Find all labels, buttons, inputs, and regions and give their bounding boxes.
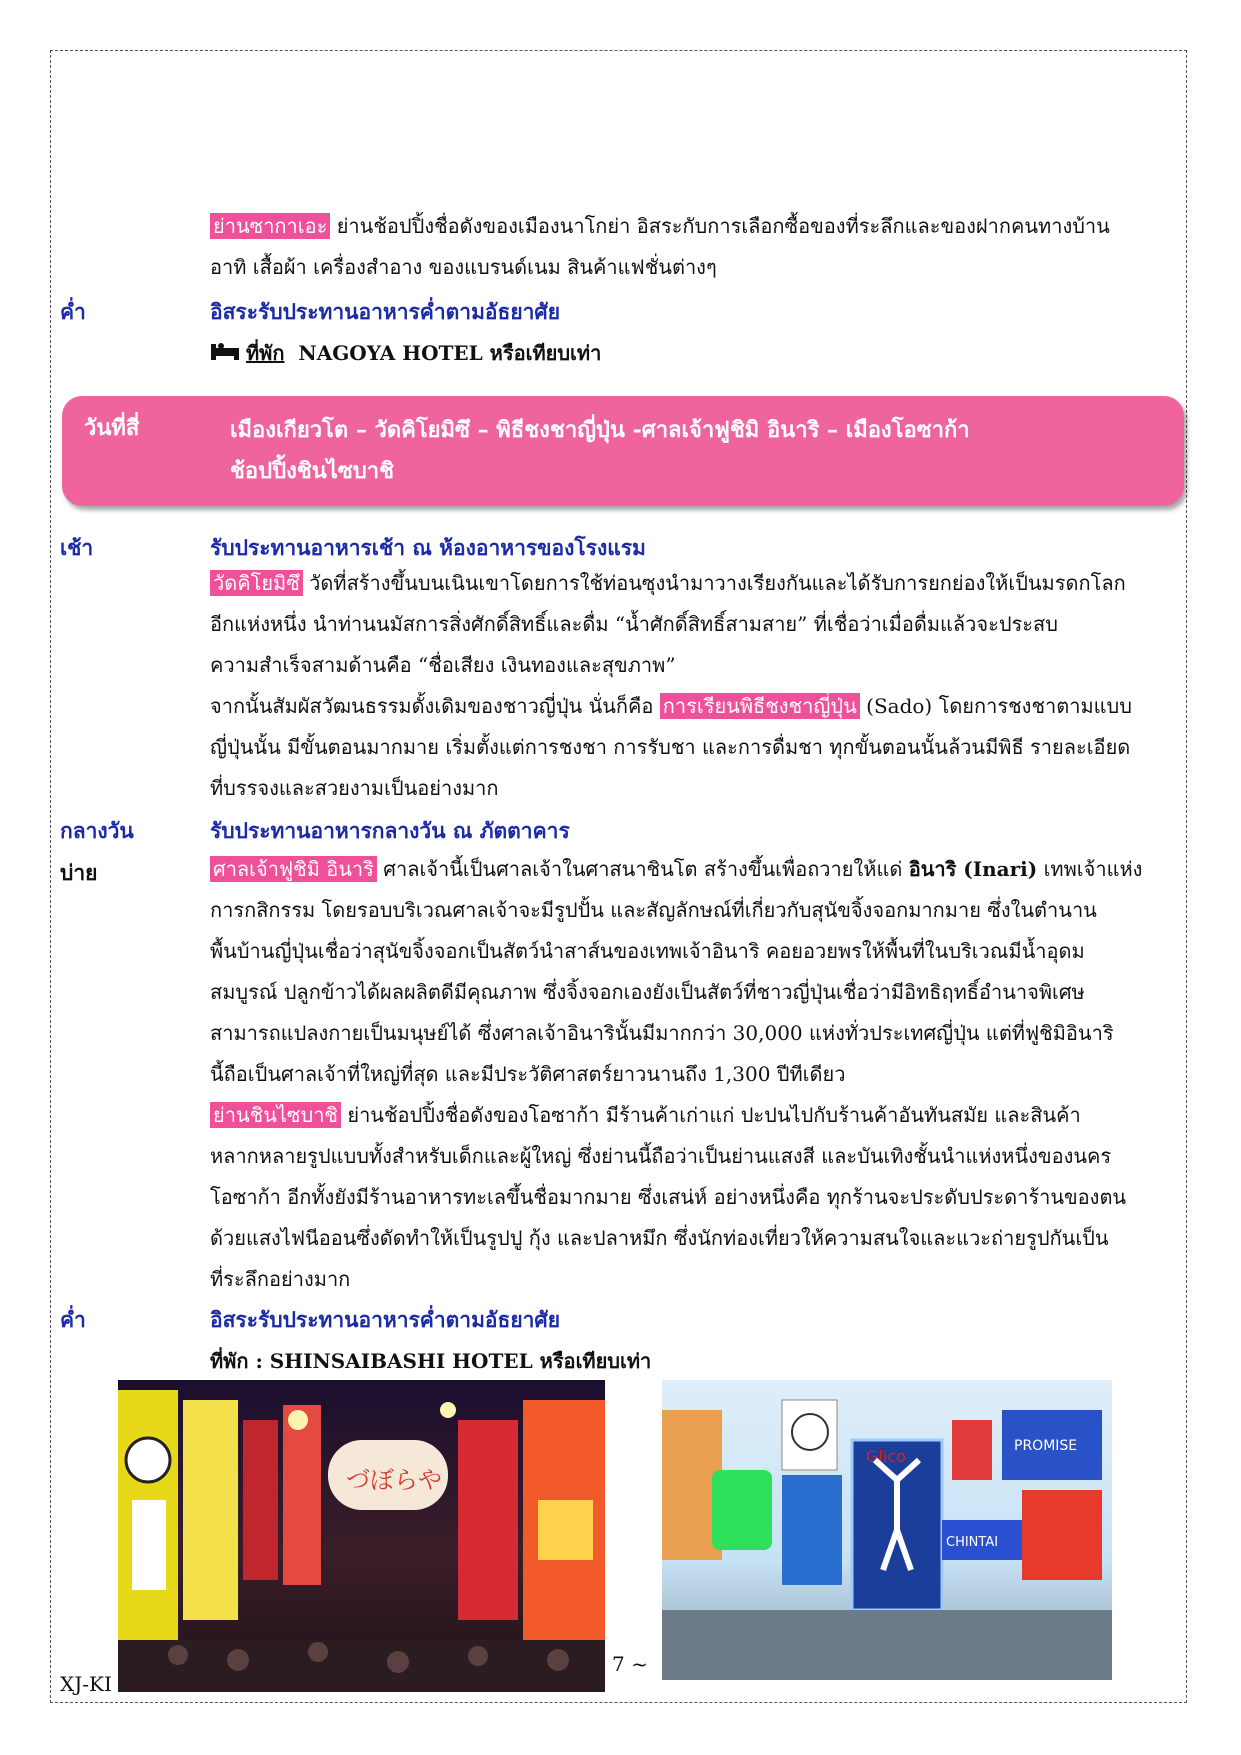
inari-highlight: ศาลเจ้าฟูชิมิ อินาริ (210, 856, 377, 882)
kiyomizu-paragraph: วัดคิโยมิซึ วัดที่สร้างขึ้นบนเนินเขาโดยการใช้ท่อนซุงนำมาวางเรียงกันและได้รับการยกย่องให้เป็นมรดกโลก อีกแห่งหนึ่ง นำท่านนมัสการสิ่งศักดิ์สิทธิ์และดื่ม “น้ำศักดิ์สิทธิ์สามสาย” ที่เชื่อว่าเมื่อดื่มแล้วจะประสบ ความสำเร็จสามด้านคือ “ชื่อเสียง เงินทองและสุขภาพ” (210, 571, 1126, 677)
dinner-label-day3: ค่ำ (60, 299, 86, 324)
dotonbori-night-photo (118, 1380, 605, 1692)
dinner-text-day3: อิสระรับประทานอาหารค่ำตามอัธยาศัย (210, 299, 561, 324)
photo-sign-promise: PROMISE (1014, 1438, 1078, 1454)
day-banner (62, 396, 1184, 506)
morning-text: รับประทานอาหารเช้า ณ ห้องอาหารของโรงแรม (210, 535, 646, 560)
dinner-label-day4: ค่ำ (60, 1307, 86, 1332)
banner-title: เมืองเกียวโต – วัดคิโยมิซึ – พิธีชงชาญี่ปุ่น -ศาลเจ้าฟูชิมิ อินาริ – เมืองโอซาก้า ช้อปปิ้งชินไซบาชิ (230, 417, 970, 484)
tea-ceremony-paragraph: จากนั้นสัมผัสวัฒนธรรมดั้งเดิมของชาวญี่ปุ่น นั่นก็คือ การเรียนพิธีชงชาญี่ปุ่น (Sado) โดยการชงชาตามแบบ ญี่ปุ่นนั้น มีขั้นตอนมากมาย เริ่มตั้งแต่การชงชา การรับชา และการดื่มชา ทุกขั้นตอนนั้นล้วนมีพิธี รายละเอียด ที่บรรจงและสวยงามเป็นอย่างมาก (210, 694, 1132, 800)
shinsaibashi-paragraph: ย่านชินไซบาชิ ย่านช้อปปิ้งชื่อดังของโอซาก้า มีร้านค้าเก่าแก่ ปะปนไปกับร้านค้าอันทันสมัย และสินค้า หลากหลายรูปแบบทั้งสำหรับเด็กและผู้ใหญ่ ซึ่งย่านนี้ถือว่าเป็นย่านแสงสี และบันเทิงชั้นนำแห่งหนึ่งของนคร โอซาก้า อีกทั้งยังมีร้านอาหารทะเลขึ้นชื่อมากมาย ซึ่งเสน่ห์ อย่างหนึ่งคือ ทุกร้านจะประดับประดาร้านของตน ด้วยแสงไฟนีออนซึ่งดัดทำให้เป็นรูปปู กุ้ง และปลาหมึก ซึ่งนักท่องเที่ยวให้ความสนใจและแวะถ่ายรูปกันเป็น ที่ระลึกอย่างมาก (210, 1103, 1127, 1291)
tour-code: XJ-KI (60, 1672, 112, 1696)
bed-icon (210, 342, 240, 367)
page-number: 7 ~ (612, 1652, 648, 1676)
sakae-highlight: ย่านซากาเอะ (210, 213, 330, 239)
morning-label: เช้า (60, 535, 94, 560)
lunch-label: กลางวัน (60, 818, 134, 843)
photo-sign-glico: Glico (866, 1447, 906, 1466)
tea-highlight: การเรียนพิธีชงชาญี่ปุ่น (660, 693, 860, 719)
afternoon-label: บ่าย (60, 860, 98, 885)
photo-sign-chintai: CHINTAI (946, 1535, 999, 1550)
lunch-text: รับประทานอาหารกลางวัน ณ ภัตตาคาร (210, 818, 570, 843)
inari-paragraph: ศาลเจ้าฟูชิมิ อินาริ ศาลเจ้านี้เป็นศาลเจ้าในศาสนาชินโต สร้างขึ้นเพื่อถวายให้แด่ อินาริ (Inari) เทพเจ้าแห่ง การกสิกรรม โดยรอบบริเวณศาลเจ้าจะมีรูปปั้น และสัญลักษณ์ที่เกี่ยวกับสุนัขจิ้งจอกมากมาย ซึ่งในตำนาน พื้นบ้านญี่ปุ่นเชื่อว่าสุนัขจิ้งจอกเป็นสัตว์นำสาส์นของเทพเจ้าอินาริ คอยอวยพรให้พื้นที่ในบริเวณมีน้ำอุดม สมบูรณ์ ปลูกข้าวได้ผลผลิตดีมีคุณภาพ ซึ่งจิ้งจอกเองยังเป็นสัตว์ที่ชาวญี่ปุ่นเชื่อว่ามีอิทธิฤทธิ์อำนาจพิเศษ สามารถแปลงกายเป็นมนุษย์ได้ ซึ่งศาลเจ้าอินารินั้นมีมากกว่า 30,000 แห่งทั่วประเทศญี่ปุ่น แต่ที่ฟูชิมิอินาริ นี้ถือเป็นศาลเจ้าที่ใหญ่ที่สุด และมีประวัติศาสตร์ยาวนานถึง 1,300 ปีทีเดียว (210, 857, 1143, 1086)
kiyomizu-highlight: วัดคิโยมิซึ (210, 570, 303, 596)
hotel-line-day4: ที่พัก : SHINSAIBASHI HOTEL หรือเทียบเท่า (210, 1349, 652, 1373)
hotel-line-day3: ที่พัก NAGOYA HOTEL หรือเทียบเท่า (210, 337, 601, 369)
glico-sign-photo (662, 1380, 1112, 1680)
sakae-paragraph: ย่านซากาเอะ ย่านช้อปปิ้งชื่อดังของเมืองนาโกย่า อิสระกับการเลือกซื้อของที่ระลึกและของฝากคนทางบ้าน อาทิ เสื้อผ้า เครื่องสำอาง ของแบรนด์เนม สินค้าแฟชั่นต่างๆ (210, 214, 1110, 279)
dinner-text-day4: อิสระรับประทานอาหารค่ำตามอัธยาศัย (210, 1307, 561, 1332)
banner-day: วันที่สี่ (84, 415, 140, 441)
shinsaibashi-highlight: ย่านชินไซบาชิ (210, 1102, 341, 1128)
photo-sign-fugu: づぼらや (346, 1466, 442, 1494)
